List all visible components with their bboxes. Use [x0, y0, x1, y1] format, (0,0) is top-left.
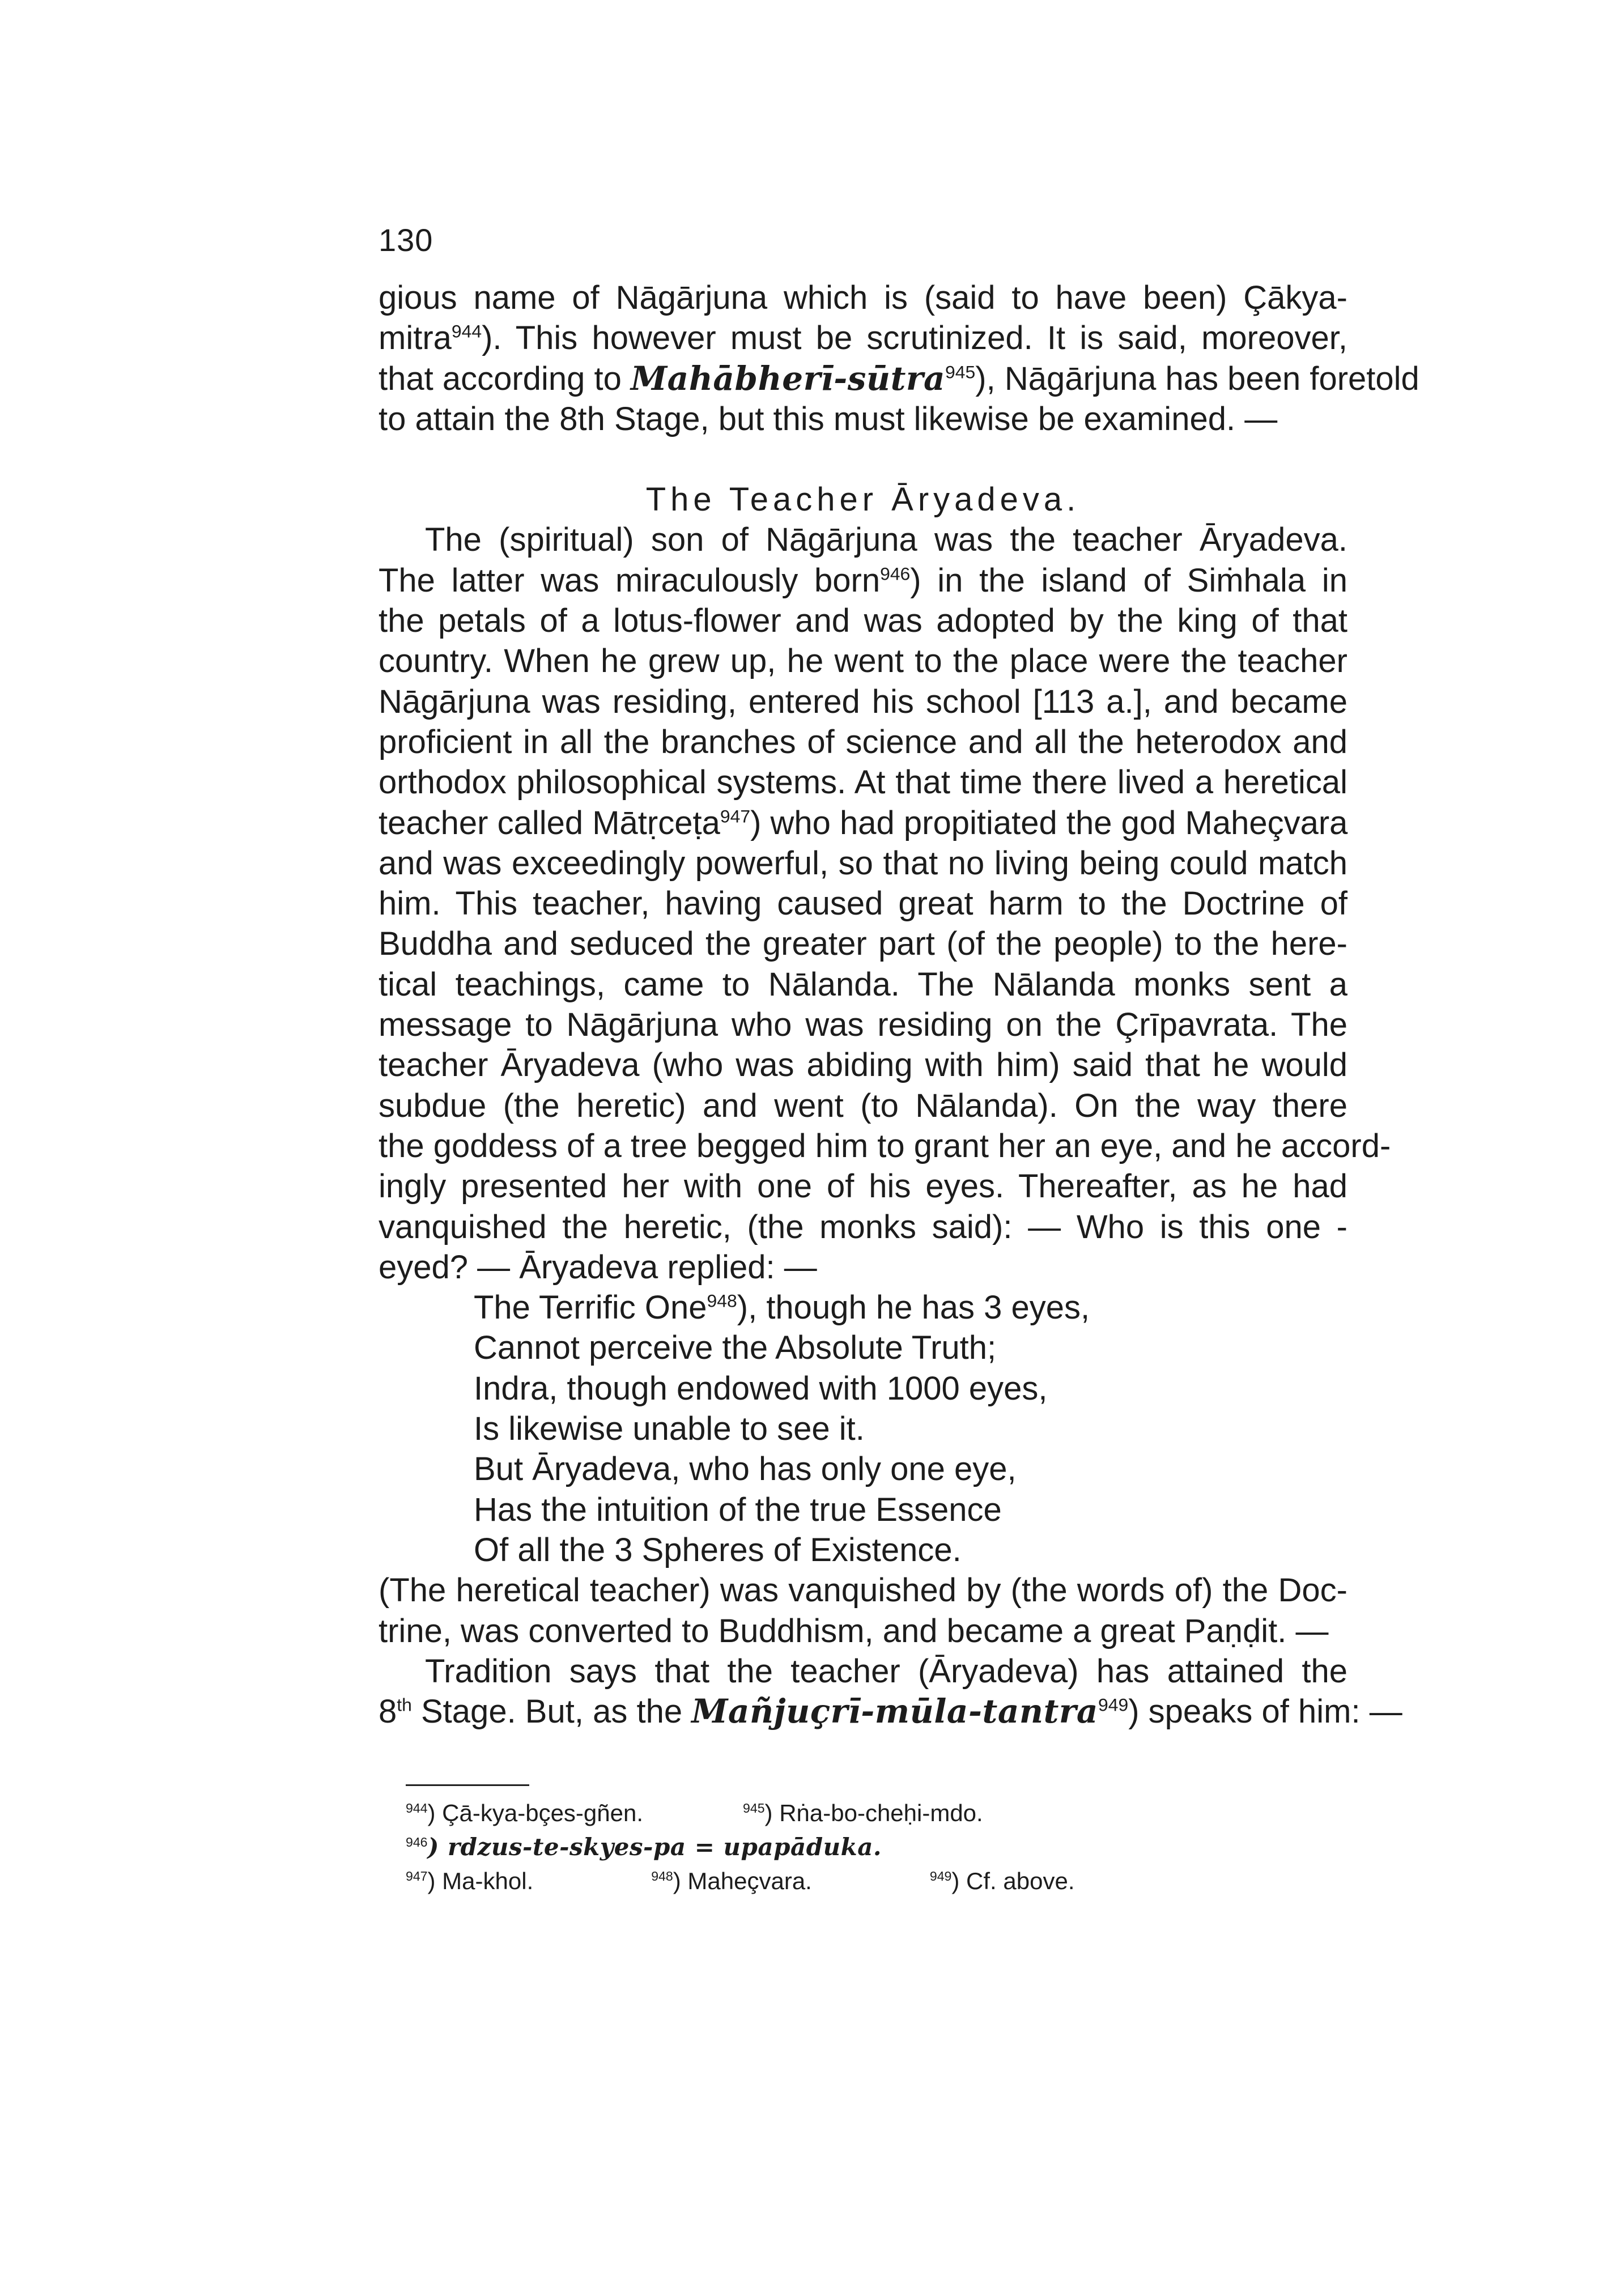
text-line [379, 1691, 1402, 1732]
footnote-947 [406, 1864, 533, 1898]
text-line [379, 560, 1347, 601]
text-fragment: ). [482, 320, 502, 357]
footnote-ref-944: 944 [451, 321, 482, 342]
paragraph-intro [379, 278, 1419, 439]
text-fragment: mitra [379, 320, 452, 357]
text-line: trine, was converted to Buddhism, and became a great Paṇḍit. — [379, 1612, 1329, 1649]
footnote-text: ) Cf. above. [951, 1868, 1075, 1894]
body-text [379, 278, 1419, 1732]
footnote-948 [651, 1864, 812, 1898]
footnote-945 [743, 1796, 983, 1830]
text-line: Nāgārjuna was residing, entered his school [113 a.], and became [379, 683, 1347, 720]
text-fragment: teacher called Mātṛceṭa [379, 804, 720, 841]
verse-line: Has the intuition of the true Essence [474, 1491, 1002, 1528]
verse-line: Indra, though endowed with 1000 eyes, [474, 1370, 1048, 1407]
text-fragment: Nāgārjuna has been foretold [1004, 360, 1419, 397]
text-line: subdue (the heretic) and went (to Nālanda). On the way there [379, 1087, 1347, 1124]
footnote-ref-946: 946 [880, 563, 911, 584]
footnote-949 [930, 1864, 1075, 1898]
text-fragment: ), [737, 1289, 758, 1326]
text-fragment: that according to [379, 360, 622, 397]
text-fragment: Stage. But, as the [421, 1693, 683, 1730]
text-line: eyed? — Āryadeva replied: — [379, 1248, 817, 1286]
text-fragment: The latter was miraculously born [379, 562, 881, 599]
footnote-number: 945 [743, 1801, 765, 1815]
footnote-946 [406, 1830, 882, 1864]
text-line: the petals of a lotus-flower and was adopted by the king of that [379, 602, 1347, 640]
footnote-number: 949 [929, 1869, 952, 1883]
verse-line: But Āryadeva, who has only one eye, [474, 1451, 1017, 1488]
footnote-944 [406, 1796, 643, 1830]
work-title: Mahābherī-sūtra [630, 359, 946, 398]
text-line: proficient in all the branches of science and all the heterodox and [379, 723, 1347, 760]
footnote-separator [406, 1784, 529, 1786]
text-fragment: The Terrific One [474, 1289, 707, 1326]
text-fragment: who had propitiated the god Maheçvara [770, 804, 1348, 841]
text-fragment: ) [750, 804, 762, 841]
text-line: Buddha and seduced the greater part (of the people) to the here- [379, 925, 1347, 963]
footnote-line [406, 1796, 1075, 1830]
text-fragment: though he has 3 eyes, [766, 1289, 1090, 1326]
text-fragment: ) [910, 562, 921, 599]
text-line: to attain the 8th Stage, but this must likewise be examined. — [379, 400, 1278, 437]
footnote-text: ) Çā-kya-bçes-gñen. [427, 1800, 644, 1826]
page-number: 130 [379, 222, 433, 258]
text-fragment: ), [975, 360, 996, 397]
text-line: him. This teacher, having caused great harm to the Doctrine of [379, 885, 1347, 922]
footnotes [406, 1796, 1075, 1898]
text-line: (The heretical teacher) was vanquished by (the words of) the Doc- [379, 1572, 1347, 1609]
ordinal-suffix: th [397, 1694, 412, 1715]
text-line: teacher Āryadeva (who was abiding with him) said that he would [379, 1047, 1347, 1084]
text-line [379, 803, 1347, 843]
text-line [379, 359, 1419, 399]
footnote-number: 948 [651, 1869, 673, 1883]
text-line: the goddess of a tree begged him to grant her an eye, and he accord- [379, 1127, 1391, 1164]
section-heading: The Teacher Āryadeva. [645, 481, 1081, 518]
verse-line [474, 1287, 1347, 1328]
footnote-text: ) rdzus-te-skyes-pa = upapāduka. [427, 1833, 882, 1861]
footnote-number: 944 [406, 1801, 428, 1815]
footnote-number: 946 [406, 1835, 428, 1849]
footnote-ref-949: 949 [1098, 1694, 1129, 1715]
text-line [379, 318, 1347, 358]
paragraph-conversion [379, 1570, 1347, 1651]
text-line: orthodox philosophical systems. At that time there lived a heretical [379, 764, 1347, 801]
footnote-ref-948: 948 [707, 1290, 737, 1311]
text-line: tical teachings, came to Nālanda. The Nālanda monks sent a [379, 966, 1347, 1003]
text-line: vanquished the heretic, (the monks said): — Who is this one - [379, 1208, 1347, 1245]
verse-line: Is likewise unable to see it. [474, 1410, 865, 1448]
text-line: and was exceedingly powerful, so that no living being could match [379, 844, 1347, 882]
verse-line: Cannot perceive the Absolute Truth; [474, 1329, 997, 1367]
text-line: message to Nāgārjuna who was residing on the Çrīpavrata. The [379, 1006, 1347, 1044]
text-line: Tradition says that the teacher (Āryadeva) has attained the [425, 1652, 1347, 1690]
paragraph-tradition [379, 1651, 1402, 1732]
footnote-line [406, 1830, 1075, 1864]
text-line: The (spiritual) son of Nāgārjuna was the teacher Āryadeva. [425, 521, 1347, 559]
text-fragment: ) speaks of him: — [1128, 1693, 1402, 1730]
footnote-number: 947 [406, 1869, 428, 1883]
paragraph-aryadeva [379, 520, 1391, 1287]
footnote-line [406, 1864, 1075, 1898]
work-title: Mañjuçrī-mūla-tantra [691, 1692, 1098, 1731]
text-line: country. When he grew up, he went to the place were the teacher [379, 643, 1347, 680]
footnote-text: ) Maheçvara. [673, 1868, 812, 1894]
text-fragment: in the island of Siṁhala in [937, 562, 1347, 599]
text-line: gious name of Nāgārjuna which is (said to have been) Çākya- [379, 279, 1347, 316]
text-fragment: This however must be scrutinized. It is said, moreover, [515, 320, 1347, 357]
verse-line: Of all the 3 Spheres of Existence. [474, 1531, 962, 1568]
text-fragment: 8 [379, 1693, 397, 1730]
footnote-ref-947: 947 [720, 805, 751, 826]
footnote-text: ) Ma-khol. [427, 1868, 534, 1894]
verse [379, 1287, 1347, 1570]
text-line: ingly presented her with one of his eyes. Thereafter, as he had [379, 1168, 1347, 1205]
footnote-ref-945: 945 [945, 361, 976, 382]
footnote-text: ) Rṅa-bo-cheḥi-mdo. [764, 1800, 983, 1826]
